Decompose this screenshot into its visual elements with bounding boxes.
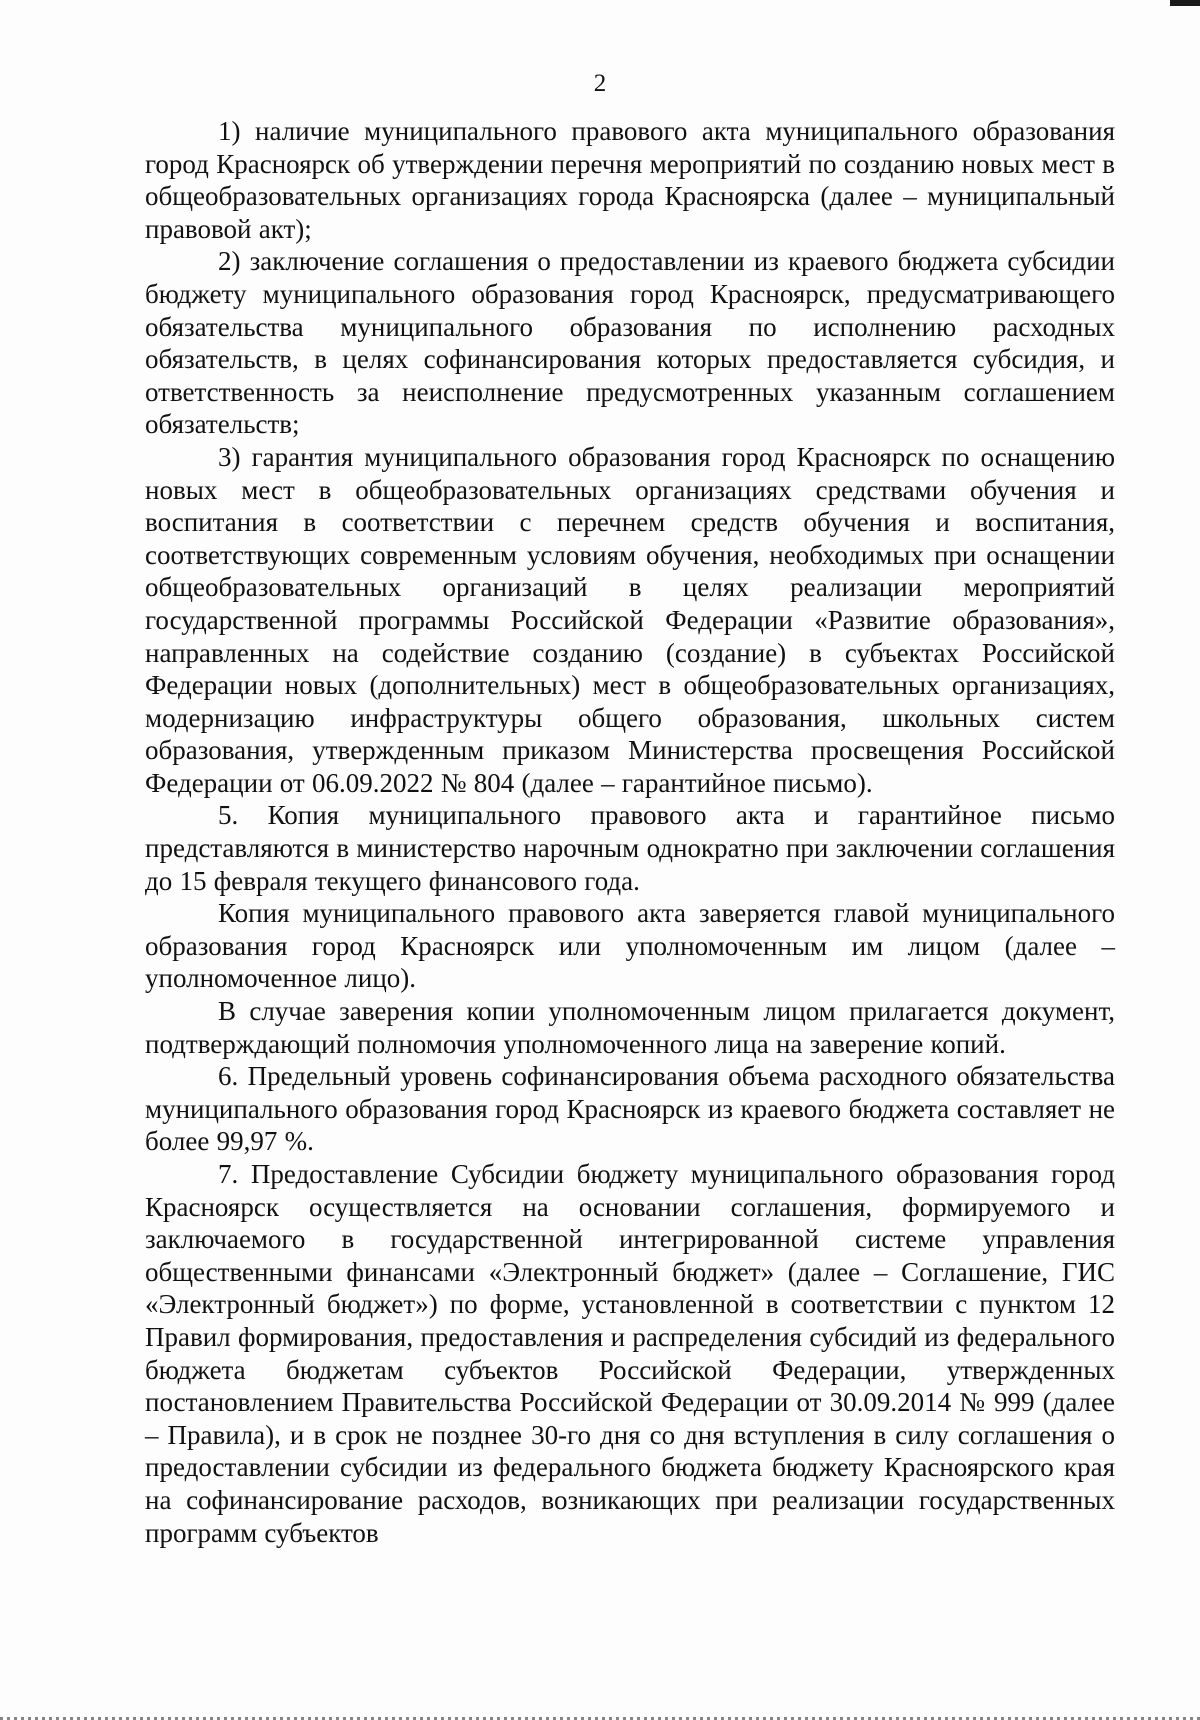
- paragraph-item-2-agreement: 2) заключение соглашения о предоставлении из краевого бюджета субсидии бюджету муниципального образования город Красноярск, предусматривающего обязательства муниципального образования по исполнению расходных обязательств, в целях софинансирования которых предоставляется субсидия, и ответственность за неисполнение предусмотренных указанным соглашением обязательств;: [145, 246, 1115, 440]
- paragraph-item-3-guarantee: 3) гарантия муниципального образования город Красноярск по оснащению новых мест в общеобразовательных организациях средствами обучения и воспитания в соответствии с перечнем средств обучения и воспитания, соответствующих современным условиям обучения, необходимых при оснащении общеобразовательных организаций в целях реализации мероприятий государственной программы Российской Федерации «Развитие образования», направленных на содействие созданию (создание) в субъектах Российской Федерации новых (дополнительных) мест в общеобразовательных организациях, модернизацию инфраструктуры общего образования, школьных систем образования, утвержденным приказом Министерства просвещения Российской Федерации от 06.09.2022 № 804 (далее – гарантийное письмо).: [145, 441, 1115, 798]
- paragraph-item-1-condition: 1) наличие муниципального правового акта муниципального образования город Красноярск об утверждении перечня мероприятий по созданию новых мест в общеобразовательных организациях города Красноярска (далее – муниципальный правовой акт);: [145, 116, 1115, 244]
- paragraph-clause-5: 5. Копия муниципального правового акта и гарантийное письмо представляются в министерство нарочным однократно при заключении соглашения до 15 февраля текущего финансового года.: [145, 800, 1115, 896]
- paragraph-copy-certification: Копия муниципального правового акта заверяется главой муниципального образования город Красноярск или уполномоченным им лицом (далее – уполномоченное лицо).: [145, 898, 1115, 994]
- document-body: [145, 115, 1115, 1549]
- paragraph-clause-7: 7. Предоставление Субсидии бюджету муниципального образования город Красноярск осуществляется на основании соглашения, формируемого и заключаемого в государственной интегрированной системе управления общественными финансами «Электронный бюджет» (далее – Соглашение, ГИС «Электронный бюджет») по форме, установленной в соответствии с пунктом 12 Правил формирования, предоставления и распределения субсидий из федерального бюджета бюджетам субъектов Российской Федерации, утвержденных постановлением Правительства Российской Федерации от 30.09.2014 № 999 (далее – Правила), и в срок не позднее 30-го дня со дня вступления в силу соглашения о предоставлении субсидии из федерального бюджета бюджету Красноярского края на софинансирование расходов, возникающих при реализации государственных программ субъектов: [145, 1159, 1115, 1548]
- page-number: 2: [593, 70, 607, 97]
- paragraph-authority-document: В случае заверения копии уполномоченным лицом прилагается документ, подтверждающий полномочия уполномоченного лица на заверение копий.: [145, 996, 1115, 1059]
- scan-edge-mark: [1170, 0, 1200, 6]
- paragraph-clause-6: 6. Предельный уровень софинансирования объема расходного обязательства муниципального образования город Красноярск из краевого бюджета составляет не более 99,97 %.: [145, 1061, 1115, 1157]
